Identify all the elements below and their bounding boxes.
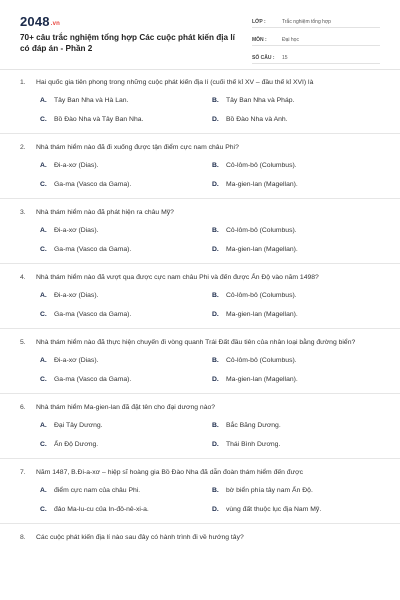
question-item <box>0 403 400 449</box>
question-item <box>0 468 400 514</box>
answer-option[interactable] <box>212 115 384 124</box>
answer-option[interactable] <box>40 486 212 495</box>
option-letter: A. <box>40 422 47 429</box>
option-text: Đi-a-xơ (Dias). <box>54 227 99 234</box>
question-text: Các cuộc phát kiến địa lí nào sau đây có hành trình đi về hướng tây? <box>36 534 244 541</box>
option-text: Đi-a-xơ (Dias). <box>54 357 99 364</box>
answer-option[interactable] <box>212 505 384 514</box>
option-text: Tây Ban Nha và Pháp. <box>226 97 295 104</box>
option-text: vùng đất thuộc lục địa Nam Mỹ. <box>226 506 322 513</box>
option-text: Ga-ma (Vasco da Gama). <box>54 311 132 318</box>
answer-options <box>20 356 380 384</box>
option-text: Bồ Đào Nha và Anh. <box>226 116 288 123</box>
meta-key: SỐ CÂU : <box>252 55 275 61</box>
answer-option[interactable] <box>212 421 384 430</box>
meta-row-subject <box>252 32 380 46</box>
question-text: Nhà thám hiểm Ma-gien-lan đã đặt tên cho đại dương nào? <box>36 404 216 411</box>
question-number: 8. <box>20 534 26 541</box>
meta-value: Đại học <box>282 37 299 43</box>
question-number: 5. <box>20 339 26 346</box>
meta-row-count <box>252 50 380 64</box>
question-text: Năm 1487, B.Đi-a-xơ – hiệp sĩ hoàng gia Bồ Đào Nha đã dẫn đoàn thám hiểm đến được <box>36 469 303 476</box>
question-number: 7. <box>20 469 26 476</box>
answer-option[interactable] <box>40 115 212 124</box>
document-title: 70+ câu trắc nghiệm tổng hợp Các cuộc phát kiến địa lí có đáp án - Phần 2 <box>20 33 235 53</box>
answer-options <box>20 226 380 254</box>
answer-options <box>20 96 380 124</box>
question-item <box>0 78 400 124</box>
answer-option[interactable] <box>212 180 384 189</box>
option-text: Đi-a-xơ (Dias). <box>54 292 99 299</box>
option-letter: C. <box>40 376 47 383</box>
answer-option[interactable] <box>212 440 384 449</box>
question-divider <box>0 198 400 199</box>
option-letter: C. <box>40 181 47 188</box>
option-letter: C. <box>40 246 47 253</box>
option-text: điểm cực nam của châu Phi. <box>54 487 141 494</box>
meta-value: Trắc nghiệm tổng hợp <box>282 19 331 25</box>
answer-option[interactable] <box>40 505 212 514</box>
option-text: bờ biển phía tây nam Ấn Độ. <box>226 487 313 494</box>
option-letter: B. <box>212 292 219 299</box>
option-letter: C. <box>40 116 47 123</box>
question-item <box>0 208 400 254</box>
question-text-row <box>20 208 380 218</box>
option-letter: D. <box>212 181 219 188</box>
answer-option[interactable] <box>212 226 384 235</box>
question-text-row <box>20 403 380 413</box>
question-text-row <box>20 338 380 348</box>
question-number: 1. <box>20 79 26 86</box>
answer-option[interactable] <box>40 291 212 300</box>
question-number: 2. <box>20 144 26 151</box>
question-item <box>0 273 400 319</box>
option-letter: D. <box>212 311 219 318</box>
question-item <box>0 143 400 189</box>
answer-option[interactable] <box>40 226 212 235</box>
question-divider <box>0 393 400 394</box>
option-letter: D. <box>212 441 219 448</box>
logo-suffix: .vn <box>50 21 61 27</box>
option-letter: B. <box>212 97 219 104</box>
option-text: Ma-gien-lan (Magellan). <box>226 376 298 383</box>
answer-option[interactable] <box>40 375 212 384</box>
answer-option[interactable] <box>212 375 384 384</box>
answer-option[interactable] <box>212 486 384 495</box>
option-letter: C. <box>40 311 47 318</box>
answer-option[interactable] <box>212 161 384 170</box>
meta-row-class <box>252 14 380 28</box>
question-text-row <box>20 78 380 88</box>
option-text: Đi-a-xơ (Dias). <box>54 162 99 169</box>
question-item <box>0 533 400 543</box>
question-text: Nhà thám hiểm nào đã thực hiện chuyến đi vòng quanh Trái Đất đầu tiên của nhân loại bằng đường biển? <box>36 339 356 346</box>
option-text: Tây Ban Nha và Hà Lan. <box>54 97 129 104</box>
question-text: Hai quốc gia tiên phong trong những cuộc phát kiến địa lí (cuối thế kỉ XV – đầu thế kỉ XVI) là <box>36 79 314 86</box>
option-letter: A. <box>40 357 47 364</box>
answer-option[interactable] <box>40 310 212 319</box>
option-text: Bắc Băng Dương. <box>226 422 281 429</box>
option-text: Cô-lôm-bô (Columbus). <box>226 357 297 364</box>
option-letter: D. <box>212 506 219 513</box>
answer-options <box>20 486 380 514</box>
answer-option[interactable] <box>40 356 212 365</box>
option-letter: A. <box>40 227 47 234</box>
option-letter: B. <box>212 487 219 494</box>
worksheet-header <box>0 0 400 70</box>
answer-option[interactable] <box>212 310 384 319</box>
question-text: Nhà thám hiểm nào đã phát hiện ra châu Mỹ? <box>36 209 174 216</box>
answer-option[interactable] <box>40 421 212 430</box>
answer-option[interactable] <box>40 245 212 254</box>
option-text: Cô-lôm-bô (Columbus). <box>226 227 297 234</box>
site-logo[interactable] <box>20 14 60 29</box>
answer-options <box>20 291 380 319</box>
question-divider <box>0 328 400 329</box>
answer-option[interactable] <box>40 96 212 105</box>
answer-option[interactable] <box>40 161 212 170</box>
option-text: Bồ Đào Nha và Tây Ban Nha. <box>54 116 144 123</box>
option-text: Đại Tây Dương. <box>54 422 103 429</box>
meta-key: MÔN : <box>252 37 267 43</box>
question-list <box>0 78 400 543</box>
option-text: Ấn Độ Dương. <box>54 441 99 448</box>
option-letter: B. <box>212 227 219 234</box>
option-text: Cô-lôm-bô (Columbus). <box>226 162 297 169</box>
question-item <box>0 338 400 384</box>
answer-option[interactable] <box>212 356 384 365</box>
question-text-row <box>20 273 380 283</box>
option-text: Ma-gien-lan (Magellan). <box>226 311 298 318</box>
option-letter: D. <box>212 246 219 253</box>
option-text: Ga-ma (Vasco da Gama). <box>54 376 132 383</box>
option-letter: C. <box>40 506 47 513</box>
option-text: Cô-lôm-bô (Columbus). <box>226 292 297 299</box>
option-letter: B. <box>212 422 219 429</box>
meta-value: 15 <box>282 55 288 61</box>
option-text: Ma-gien-lan (Magellan). <box>226 181 298 188</box>
answer-option[interactable] <box>40 180 212 189</box>
option-letter: B. <box>212 162 219 169</box>
worksheet-meta <box>252 14 380 68</box>
option-letter: B. <box>212 357 219 364</box>
meta-key: LỚP : <box>252 19 266 25</box>
option-text: Thái Bình Dương. <box>226 441 281 448</box>
answer-option[interactable] <box>212 96 384 105</box>
answer-options <box>20 421 380 449</box>
question-divider <box>0 523 400 524</box>
question-text-row <box>20 468 380 478</box>
option-letter: D. <box>212 376 219 383</box>
logo-text: 2048 <box>20 14 50 29</box>
question-text: Nhà thám hiểm nào đã đi xuống được tận điểm cực nam châu Phi? <box>36 144 239 151</box>
option-letter: A. <box>40 292 47 299</box>
question-number: 6. <box>20 404 26 411</box>
option-text: Ma-gien-lan (Magellan). <box>226 246 298 253</box>
question-number: 4. <box>20 274 26 281</box>
question-divider <box>0 133 400 134</box>
option-letter: A. <box>40 97 47 104</box>
question-text: Nhà thám hiểm nào đã vượt qua được cực nam châu Phi và đến được Ấn Độ vào năm 1498? <box>36 274 319 281</box>
question-text-row <box>20 143 380 153</box>
option-letter: A. <box>40 487 47 494</box>
answer-options <box>20 161 380 189</box>
question-number: 3. <box>20 209 26 216</box>
answer-option[interactable] <box>212 291 384 300</box>
question-text-row <box>20 533 380 543</box>
option-letter: A. <box>40 162 47 169</box>
option-text: Ga-ma (Vasco da Gama). <box>54 181 132 188</box>
question-divider <box>0 458 400 459</box>
option-text: Ga-ma (Vasco da Gama). <box>54 246 132 253</box>
question-divider <box>0 263 400 264</box>
option-text: đảo Ma-lu-cu của In-đô-nê-xi-a. <box>54 506 149 513</box>
option-letter: C. <box>40 441 47 448</box>
answer-option[interactable] <box>40 440 212 449</box>
answer-option[interactable] <box>212 245 384 254</box>
option-letter: D. <box>212 116 219 123</box>
